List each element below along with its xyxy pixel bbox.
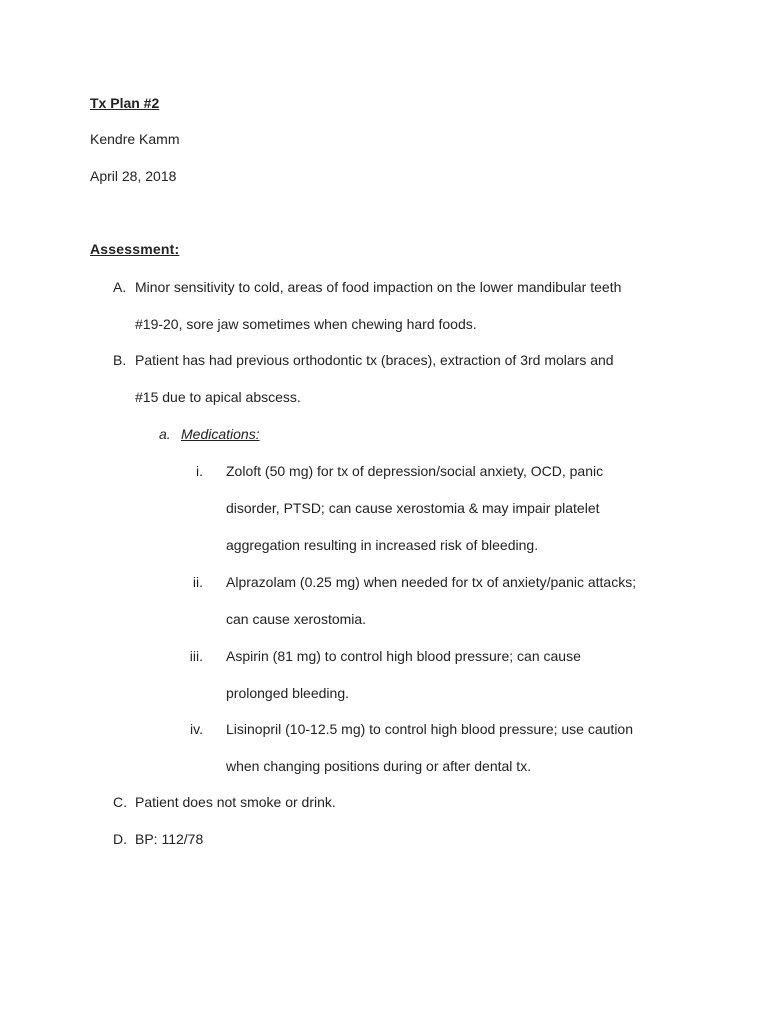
med-iii-line-1: Aspirin (81 mg) to control high blood pressure; can cause — [226, 648, 581, 664]
med-iv-marker: iv. — [190, 721, 203, 737]
assessment-heading: Assessment: — [90, 241, 180, 257]
item-a-line-1: Minor sensitivity to cold, areas of food impaction on the lower mandibular teeth — [135, 279, 622, 295]
item-b-marker: B. — [113, 352, 127, 368]
item-b-line-1: Patient has had previous orthodontic tx (braces), extraction of 3rd molars and — [135, 352, 614, 368]
med-i-line-2: disorder, PTSD; can cause xerostomia & may impair platelet — [226, 500, 600, 516]
item-c-marker: C. — [113, 794, 127, 810]
item-b-line-2: #15 due to apical abscess. — [135, 389, 301, 405]
item-d-marker: D. — [113, 831, 127, 847]
item-c-line-1: Patient does not smoke or drink. — [135, 794, 336, 810]
document-title: Tx Plan #2 — [90, 95, 160, 111]
medications-marker: a. — [159, 426, 171, 442]
medications-label: Medications: — [181, 426, 260, 442]
item-a-line-2: #19-20, sore jaw sometimes when chewing hard foods. — [135, 316, 477, 332]
med-iv-line-1: Lisinopril (10-12.5 mg) to control high blood pressure; use caution — [226, 721, 634, 737]
med-ii-line-1: Alprazolam (0.25 mg) when needed for tx of anxiety/panic attacks; — [226, 574, 637, 590]
med-i-line-3: aggregation resulting in increased risk of bleeding. — [226, 537, 539, 553]
med-i-marker: i. — [196, 463, 203, 479]
med-ii-marker: ii. — [192, 574, 203, 590]
author-name: Kendre Kamm — [90, 131, 180, 147]
med-iv-line-2: when changing positions during or after dental tx. — [226, 758, 532, 774]
med-ii-line-2: can cause xerostomia. — [226, 611, 367, 627]
item-a-marker: A. — [113, 279, 127, 295]
med-iii-line-2: prolonged bleeding. — [226, 685, 349, 701]
med-i-line-1: Zoloft (50 mg) for tx of depression/social anxiety, OCD, panic — [226, 463, 604, 479]
document-date: April 28, 2018 — [90, 168, 177, 184]
med-iii-marker: iii. — [189, 648, 203, 664]
item-d-line-1: BP: 112/78 — [135, 831, 204, 847]
